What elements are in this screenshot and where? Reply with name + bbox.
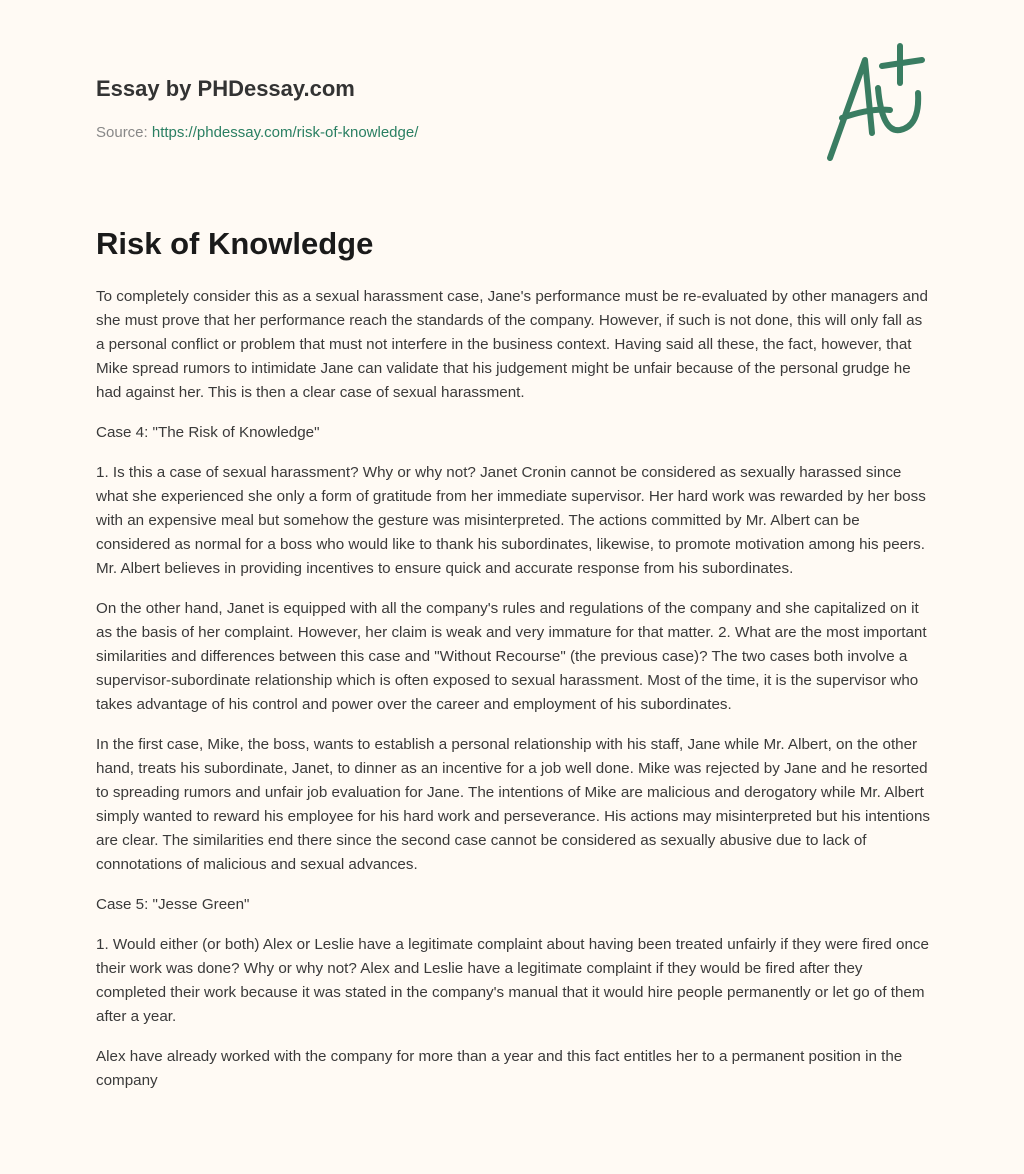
a-plus-logo-icon <box>820 38 930 168</box>
paragraph: 1. Is this a case of sexual harassment? Why or why not? Janet Cronin cannot be considered as sexually harassed since what she experienced she only a form of gratitude from her immediate supervisor. Her hard work was rewarded by her boss with an expensive meal but somehow the gesture was misinterpreted. The actions committed by Mr. Albert can be considered as normal for a boss who would like to thank his subordinates, likewise, to promote motivation among his peers. Mr. Albert believes in providing incentives to ensure quick and accurate response from his subordinates. <box>96 464 926 577</box>
paragraph: Alex have already worked with the company for more than a year and this fact entitles her to a permanent position in the company <box>96 1048 903 1089</box>
paragraph: 1. Would either (or both) Alex or Leslie have a legitimate complaint about having been treated unfairly if they were fired once their work was done? Why or why not? Alex and Leslie have a legitimate complaint if they would be fired after they completed their work because it was stated in the company's manual that it would hire people permanently or let go of them after a year. <box>96 936 929 1025</box>
source-line <box>96 124 418 141</box>
source-label: Source: <box>96 124 152 141</box>
essay-body <box>96 285 932 1109</box>
site-brand: Essay by PHDessay.com <box>96 76 355 101</box>
source-link[interactable]: https://phdessay.com/risk-of-knowledge/ <box>151 124 419 141</box>
paragraph: On the other hand, Janet is equipped with all the company's rules and regulations of the company and she capitalized on it as the basis of her complaint. However, her claim is weak and very immature for that matter. 2. What are the most important similarities and differences between this case and "Without Recourse" (the previous case)? The two cases both involve a supervisor-subordinate relationship which is often exposed to sexual harassment. Most of the time, it is the supervisor who takes advantage of his control and power over the career and employment of his subordinates. <box>96 600 927 713</box>
page-title: Risk of Knowledge <box>96 226 374 261</box>
paragraph: To completely consider this as a sexual harassment case, Jane's performance must be re-evaluated by other managers and she must prove that her performance reach the standards of the company. However, if such is not done, this will only fall as a personal conflict or problem that must not interfere in the business context. Having said all these, the fact, however, that Mike spread rumors to intimidate Jane can validate that his judgement might be unfair because of the personal grudge he had against her. This is then a clear case of sexual harassment. <box>96 288 928 401</box>
page-header <box>0 0 1024 200</box>
paragraph: Case 4: "The Risk of Knowledge" <box>96 424 320 441</box>
paragraph: In the first case, Mike, the boss, wants to establish a personal relationship with his staff, Jane while Mr. Albert, on the other hand, treats his subordinate, Janet, to dinner as an incentive for a job well done. Mike was rejected by Jane and he resorted to spreading rumors and unfair job evaluation for Jane. The intentions of Mike are malicious and derogatory while Mr. Albert simply wanted to reward his employee for his hard work and perseverance. His actions may misinterpreted but his intentions are clear. The similarities end there since the second case cannot be considered as sexually abusive due to lack of connotations of malicious and sexual advances. <box>96 736 931 873</box>
paragraph: Case 5: "Jesse Green" <box>96 896 250 913</box>
